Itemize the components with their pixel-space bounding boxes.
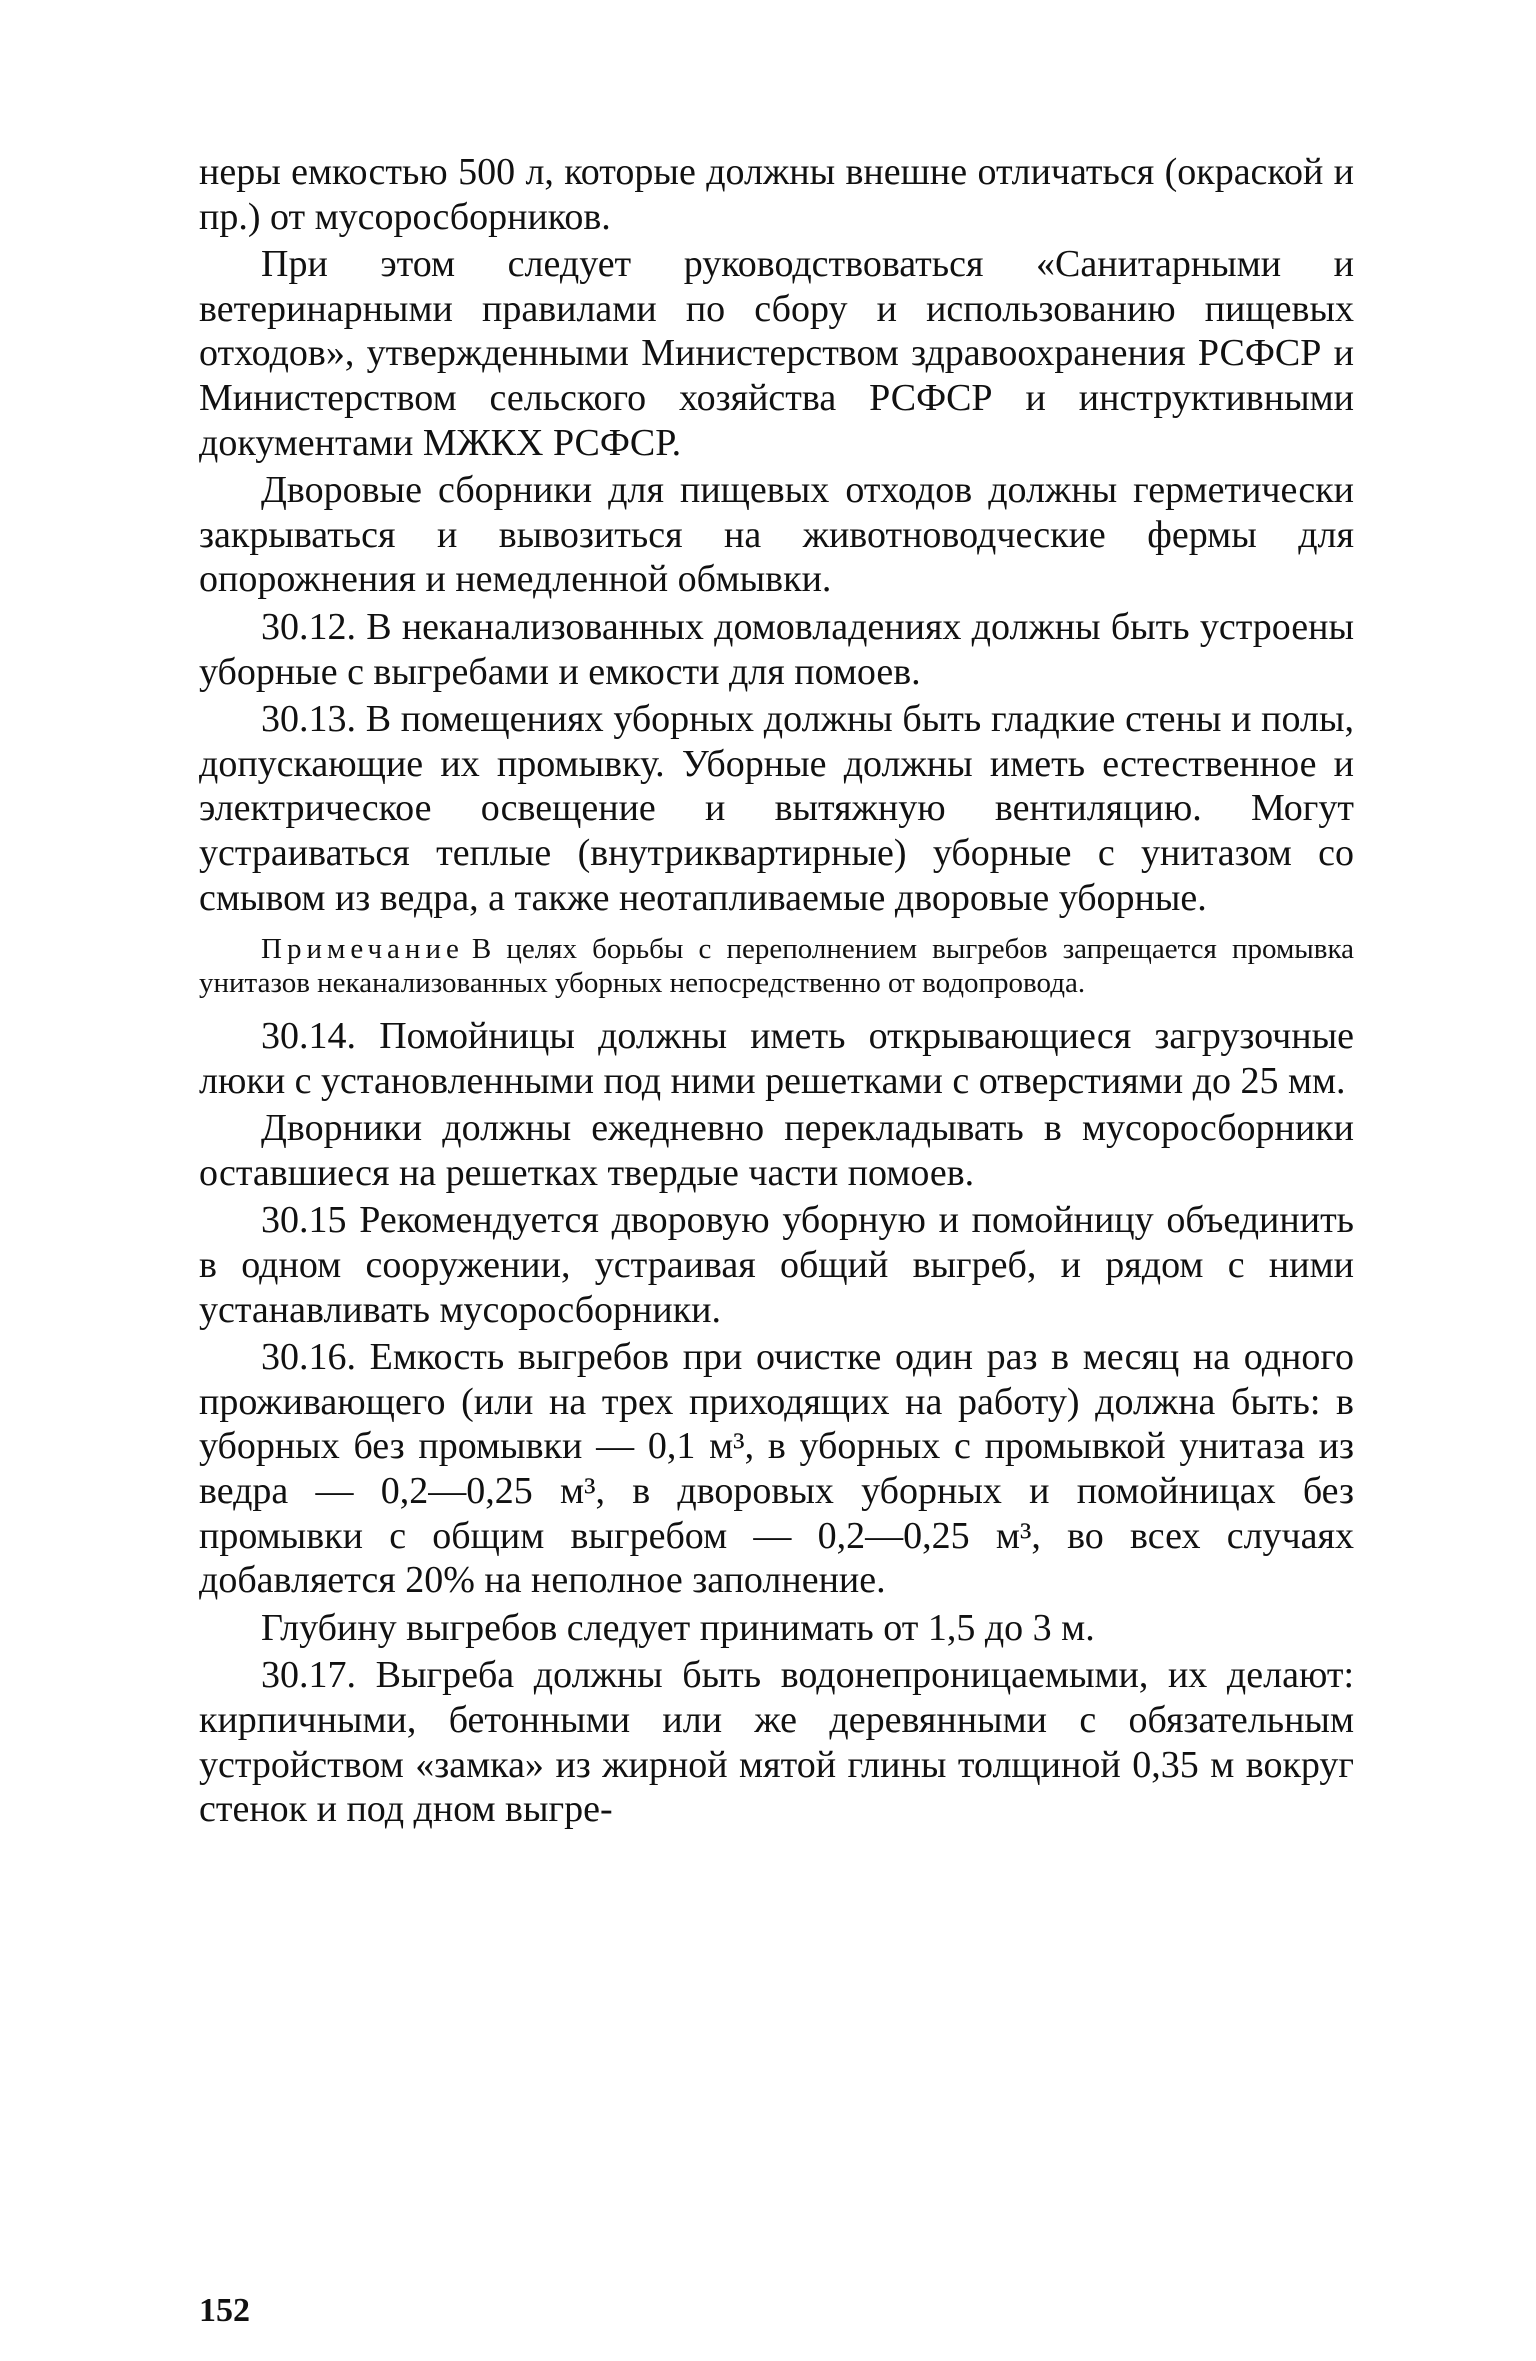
paragraph-30-17: 30.17. Выгреба должны быть водонепроницаемыми, их делают: кирпичными, бетонными или же деревянными с обязательным устройством «замка» из жирной мятой глины толщиной 0,35 м вокруг стенок и под дном выгре- (199, 1654, 1354, 1831)
paragraph-regulations: При этом следует руководствоваться «Санитарными и ветеринарными правилами по сбору и использованию пищевых отходов», утвержденными Министерством здравоохранения РСФСР и Министерством сельского хозяйства РСФСР и инструктивными документами МЖКХ РСФСР. (199, 243, 1354, 464)
note-label: Примечание (261, 933, 464, 966)
note-text: В целях борьбы с переполнением выгребов запрещается промывка унитазов неканализованных уборных непосредственно от водопровода. (199, 933, 1354, 1000)
paragraph-30-12: 30.12. В неканализованных домовладениях должны быть устроены уборные с выгребами и емкости для помоев. (199, 605, 1354, 693)
paragraph-30-15: 30.15 Рекомендуется дворовую уборную и помойницу объединить в одном сооружении, устраивая общий выгреб, и рядом с ними устанавливать мусоросборники. (199, 1199, 1354, 1331)
paragraph-continuation: неры емкостью 500 л, которые должны внешне отличаться (окраской и пр.) от мусоросборников. (199, 151, 1354, 238)
text-column (199, 150, 1354, 1832)
paragraph-janitors: Дворники должны ежедневно перекладывать в мусоросборники оставшиеся на решетках твердые части помоев. (199, 1107, 1354, 1194)
page-number: 152 (199, 2292, 250, 2329)
paragraph-30-14: 30.14. Помойницы должны иметь открывающиеся загрузочные люки с установленными под ними решетками с отверстиями до 25 мм. (199, 1015, 1354, 1102)
paragraph-30-16: 30.16. Емкость выгребов при очистке один раз в месяц на одного проживающего (или на трех приходящих на работу) должна быть: в уборных без промывки — 0,1 м³, в уборных с промывкой унитаза из ведра — 0,2—0,25 м³, в дворовых уборных и помойницах без промывки с общим выгребом — 0,2—0,25 м³, во всех случаях добавляется 20% на неполное заполнение. (199, 1336, 1354, 1602)
paragraph-30-13: 30.13. В помещениях уборных должны быть гладкие стены и полы, допускающие их промывку. Уборные должны иметь естественное и электрическое освещение и вытяжную вентиляцию. Могут устраиваться теплые (внутриквартирные) уборные с унитазом со смывом из ведра, а также неотапливаемые дворовые уборные. (199, 698, 1354, 919)
paragraph-depth: Глубину выгребов следует принимать от 1,5 до 3 м. (261, 1606, 1095, 1649)
paragraph-food-waste-collectors: Дворовые сборники для пищевых отходов должны герметически закрываться и вывозиться на животноводческие фермы для опорожнения и немедленной обмывки. (199, 469, 1354, 601)
note (199, 932, 1354, 1000)
